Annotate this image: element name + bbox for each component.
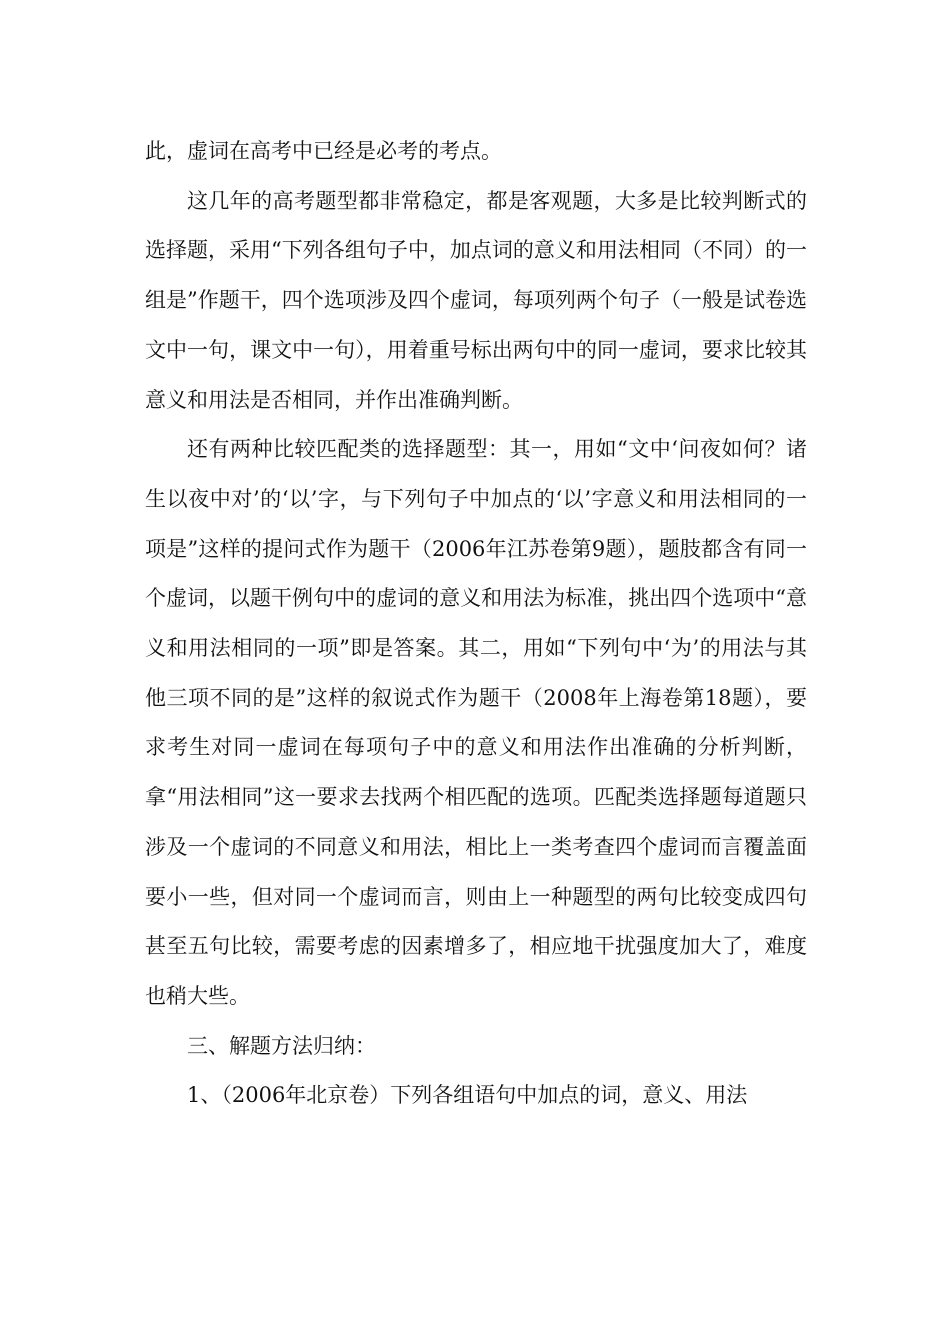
paragraph-example-question: 1、（2006年北京卷）下列各组语句中加点的词，意义、用法 — [187, 1083, 748, 1108]
paragraph-matching-types: 还有两种比较匹配类的选择题型：其一，用如“文中‘问夜如何？诸生以夜中对’的‘以’字，与下列句子中加点的‘以’字意义和用法相同的一项是”这样的提问式作为题干（2006年江苏卷第9题），题肢都含有同一个虚词，以题干例句中的虚词的意义和用法为标准，挑出四个选项中“意义和用法相同的一项”即是答案。其二，用如“下列句中‘为’的用法与其他三项不同的是”这样的叙说式作为题干（2008年上海卷第18题），要求考生对同一虚词在每项句子中的意义和用法作出准确的分析判断，拿“用法相同”这一要求去找两个相匹配的选项。匹配类选择题每道题只涉及一个虚词的不同意义和用法，相比上一类考查四个虚词而言覆盖面要小一些，但对同一个虚词而言，则由上一种题型的两句比较变成四句甚至五句比较，需要考虑的因素增多了，相应地干扰强度加大了，难度也稍大些。 — [145, 437, 807, 1008]
paragraph-continuation: 此，虚词在高考中已经是必考的考点。 — [145, 139, 502, 163]
document-body — [145, 127, 807, 1121]
section-heading-methods: 三、解题方法归纳： — [187, 1033, 376, 1058]
paragraph-question-types: 这几年的高考题型都非常稳定，都是客观题，大多是比较判断式的选择题，采用“下列各组句子中，加点词的意义和用法相同（不同）的一组是”作题干，四个选项涉及四个虚词，每项列两个句子（一般是试卷选文中一句，课文中一句），用着重号标出两句中的同一虚词，要求比较其意义和用法是否相同，并作出准确判断。 — [145, 188, 807, 412]
